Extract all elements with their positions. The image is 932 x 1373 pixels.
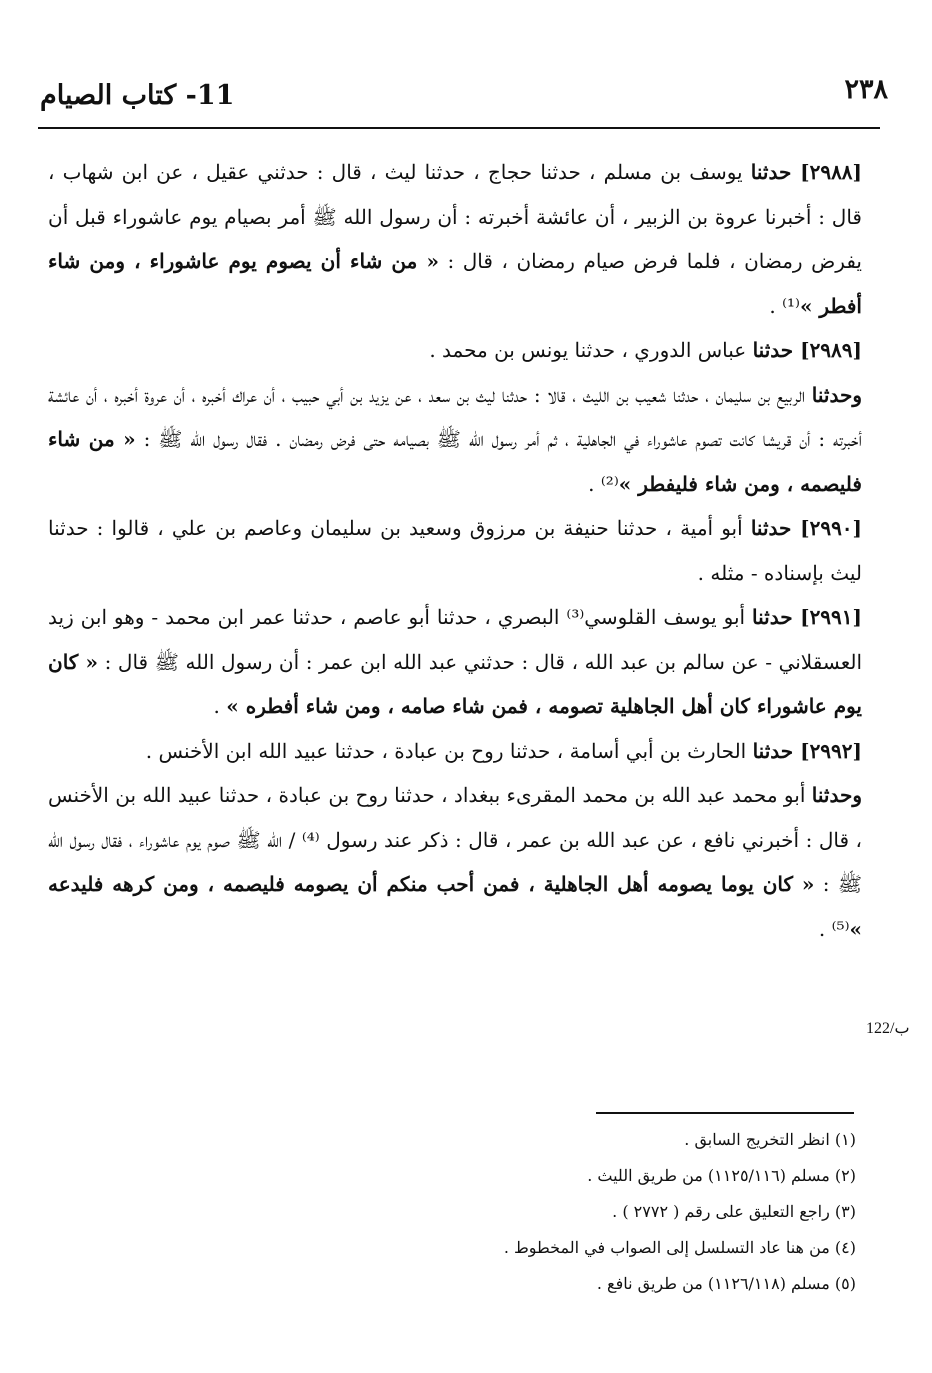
hadith-2991	[48, 595, 862, 729]
hadith-text: الحارث بن أبي أسامة ، حدثنا روح بن عبادة ، حدثنا عبيد الله ابن الأخنس .	[145, 738, 753, 763]
hadith-2990	[48, 506, 862, 595]
hadith-2988	[48, 150, 862, 328]
hadith-2992-b	[48, 773, 862, 951]
hadith-number: [٢٩٩١] حدثنا	[752, 605, 862, 629]
hadith-2989-b	[48, 373, 862, 507]
hadith-quote: « من شاء فليصمه ، ومن شاء فليفطر »	[48, 427, 862, 496]
hadith-suffix: ⁽⁵⁾ .	[818, 916, 850, 941]
hadith-text: أبو يوسف القلوسي⁽³⁾ البصري ، حدثنا أبو عاصم ، حدثنا عمر ابن محمد - وهو ابن زيد العسقلاني - عن سالم بن عبد الله ، قال : حدثني عبد الله ابن عمر : أن رسول الله ﷺ قال :	[48, 605, 863, 674]
hadith-text: أبو أمية ، حدثنا حنيفة بن مرزوق وسعيد بن سليمان وعاصم بن علي ، قالوا : حدثنا ليث بإسناده - مثله .	[48, 516, 862, 585]
footnote-rule	[596, 1112, 854, 1114]
footnote: (٢) مسلم (١١٢٥/١١٦) من طريق الليث .	[587, 1166, 856, 1185]
hadith-number: [٢٩٩٢] حدثنا	[752, 738, 862, 763]
hadith-number: [٢٩٩٠] حدثنا	[750, 516, 863, 540]
footnote: (١) انظر التخريج السابق .	[684, 1130, 856, 1149]
hadith-2989	[48, 328, 862, 373]
footnote: (٥) مسلم (١١٢٦/١١٨) من طريق نافع .	[596, 1274, 856, 1293]
footnote: (٣) راجع التعليق على رقم ( ٢٧٧٢ ) .	[612, 1202, 856, 1221]
hadith-suffix: ⁽²⁾ .	[588, 471, 619, 496]
hadith-lead: وحدثنا	[811, 382, 862, 407]
header-rule	[38, 127, 880, 129]
hadith-suffix: .	[213, 694, 227, 718]
hadith-quote: « كان يوما يصومه أهل الجاهلية ، فمن أحب منكم أن يصومه فليصمه ، ومن كرهه فليدعه »	[48, 872, 862, 941]
hadith-text: الربيع بن سليمان ، حدثنا شعيب بن الليث ، قالا : حدثنا ليث بن سعد ، عن يزيد بن أبي حبيب ، أن عراك أخبره ، أن عروة أخبره ، أن عائشة أخبرته : أن قريشا كانت تصوم عاشوراء في الجاهلية ، ثم أمر رسول الله ﷺ بصيامه حتى فرض رمضان . فقال رسول الله ﷺ :	[48, 382, 862, 451]
hadith-quote: « كان يوم عاشوراء كان أهل الجاهلية تصومه ، فمن شاء صامه ، ومن شاء أفطره »	[48, 649, 862, 718]
hadith-text: يوسف بن مسلم ، حدثنا حجاج ، حدثنا ليث ، قال : حدثني عقيل ، عن ابن شهاب ، قال : أخبرنا عروة بن الزبير ، أن عائشة أخبرته : أن رسول الله ﷺ أمر بصيام يوم عاشوراء قبل أن يفرض رمضان ، فلما فرض صيام رمضان ، قال :	[48, 160, 863, 273]
hadith-lead: وحدثنا	[811, 783, 862, 807]
hadith-text: أبو محمد عبد الله بن محمد المقرىء ببغداد ، حدثنا روح بن عبادة ، حدثنا عبيد الله بن الأخنس ، قال : أخبرني نافع ، عن عبد الله بن عمر ، قال : ذكر عند رسول ⁽⁴⁾ / الله ﷺ صوم يوم عاشوراء ، فقال رسول الله ﷺ :	[48, 783, 862, 896]
hadith-number: [٢٩٨٨] حدثنا	[750, 160, 863, 184]
hadith-suffix: ⁽¹⁾ .	[769, 293, 800, 318]
chapter-title: 11- كتاب الصيام	[40, 80, 235, 111]
hadith-quote: « من شاء أن يصوم يوم عاشوراء ، ومن شاء أفطر »	[48, 249, 862, 318]
hadith-text: عباس الدوري ، حدثنا يونس بن محمد .	[429, 338, 753, 362]
footnote: (٤) من هنا عاد التسلسل إلى الصواب في المخطوط .	[503, 1238, 856, 1257]
hadith-2992	[48, 729, 862, 774]
page-number: ٢٣٨	[844, 74, 888, 105]
main-text	[48, 150, 862, 951]
hadith-number: [٢٩٨٩] حدثنا	[752, 338, 862, 362]
manuscript-folio-note: 122/ب	[866, 1020, 910, 1037]
footnotes	[300, 1122, 856, 1302]
